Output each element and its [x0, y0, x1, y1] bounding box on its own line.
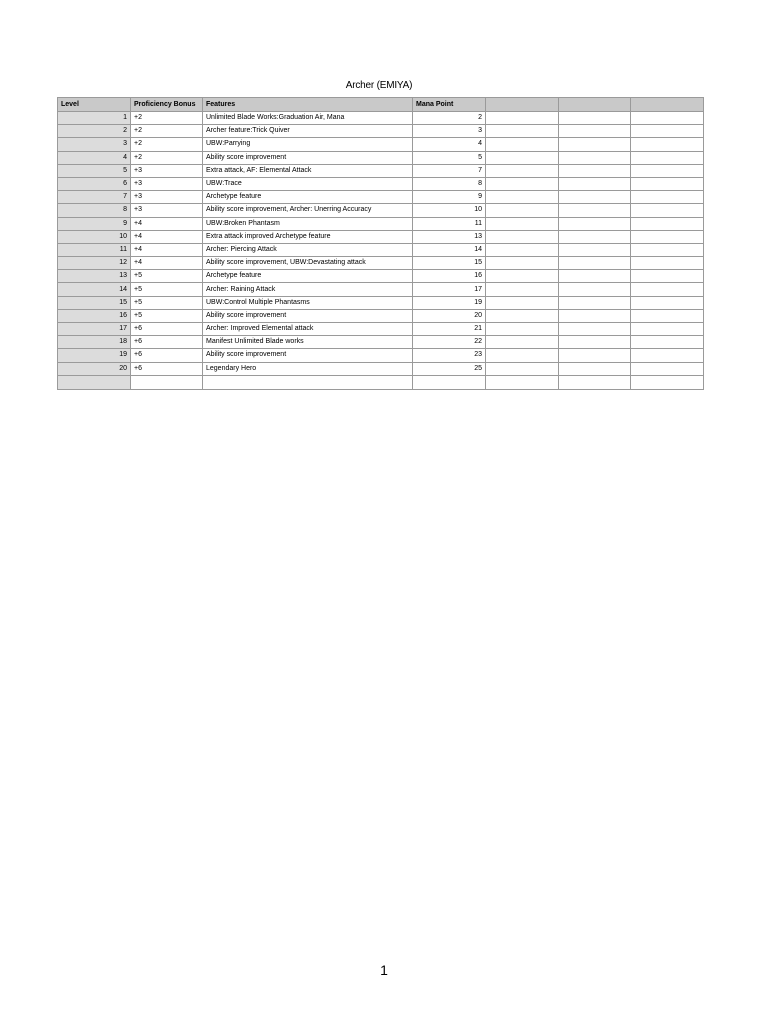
header-empty	[559, 98, 631, 112]
empty-cell	[559, 349, 631, 362]
features-cell: Ability score improvement	[203, 349, 413, 362]
empty-cell	[631, 375, 704, 389]
table-row	[58, 296, 704, 309]
empty-cell	[631, 283, 704, 296]
level-cell: 18	[58, 336, 131, 349]
table-row	[58, 362, 704, 375]
mana-point-cell: 15	[413, 257, 486, 270]
proficiency-bonus-cell: +2	[131, 125, 203, 138]
header-proficiency-bonus: Proficiency Bonus	[131, 98, 203, 112]
level-cell: 12	[58, 257, 131, 270]
proficiency-bonus-cell: +5	[131, 296, 203, 309]
features-cell: Ability score improvement, UBW:Devastating attack	[203, 257, 413, 270]
empty-cell	[631, 296, 704, 309]
empty-cell	[58, 375, 131, 389]
table-row	[58, 164, 704, 177]
proficiency-bonus-cell: +6	[131, 349, 203, 362]
mana-point-cell: 22	[413, 336, 486, 349]
empty-cell	[486, 349, 559, 362]
features-cell: UBW:Broken Phantasm	[203, 217, 413, 230]
empty-cell	[486, 151, 559, 164]
level-cell: 13	[58, 270, 131, 283]
proficiency-bonus-cell: +2	[131, 112, 203, 125]
empty-cell	[413, 375, 486, 389]
empty-cell	[486, 191, 559, 204]
level-cell: 14	[58, 283, 131, 296]
mana-point-cell: 9	[413, 191, 486, 204]
empty-cell	[631, 309, 704, 322]
page-number: 1	[380, 962, 388, 978]
empty-cell	[486, 138, 559, 151]
proficiency-bonus-cell: +5	[131, 283, 203, 296]
proficiency-bonus-cell: +6	[131, 323, 203, 336]
level-cell: 9	[58, 217, 131, 230]
empty-cell	[559, 164, 631, 177]
table-row	[58, 191, 704, 204]
empty-cell	[559, 243, 631, 256]
class-progression-table	[57, 97, 704, 390]
empty-cell	[559, 362, 631, 375]
empty-cell	[486, 362, 559, 375]
document-title: Archer (EMIYA)	[345, 80, 413, 91]
mana-point-cell: 19	[413, 296, 486, 309]
mana-point-cell: 8	[413, 177, 486, 190]
empty-cell	[203, 375, 413, 389]
table-row	[58, 270, 704, 283]
empty-cell	[631, 323, 704, 336]
empty-cell	[559, 204, 631, 217]
empty-cell	[631, 112, 704, 125]
empty-cell	[486, 177, 559, 190]
level-cell: 3	[58, 138, 131, 151]
mana-point-cell: 17	[413, 283, 486, 296]
proficiency-bonus-cell: +3	[131, 177, 203, 190]
empty-cell	[131, 375, 203, 389]
empty-cell	[486, 323, 559, 336]
empty-cell	[559, 112, 631, 125]
features-cell: Archer: Improved Elemental attack	[203, 323, 413, 336]
features-cell: Extra attack, AF: Elemental Attack	[203, 164, 413, 177]
empty-cell	[631, 349, 704, 362]
level-cell: 17	[58, 323, 131, 336]
features-cell: Ability score improvement	[203, 151, 413, 164]
features-cell: Ability score improvement	[203, 309, 413, 322]
features-cell: Unlimited Blade Works:Graduation Air, Mana	[203, 112, 413, 125]
table-row	[58, 336, 704, 349]
mana-point-cell: 25	[413, 362, 486, 375]
features-cell: Extra attack improved Archetype feature	[203, 230, 413, 243]
header-empty	[631, 98, 704, 112]
empty-cell	[559, 296, 631, 309]
empty-cell	[486, 230, 559, 243]
level-cell: 4	[58, 151, 131, 164]
proficiency-bonus-cell: +3	[131, 191, 203, 204]
proficiency-bonus-cell: +5	[131, 309, 203, 322]
mana-point-cell: 5	[413, 151, 486, 164]
empty-cell	[559, 177, 631, 190]
table-row	[58, 217, 704, 230]
empty-cell	[559, 336, 631, 349]
table-row	[58, 349, 704, 362]
features-cell: Legendary Hero	[203, 362, 413, 375]
level-cell: 5	[58, 164, 131, 177]
empty-cell	[486, 204, 559, 217]
empty-cell	[631, 230, 704, 243]
proficiency-bonus-cell: +3	[131, 204, 203, 217]
mana-point-cell: 2	[413, 112, 486, 125]
mana-point-cell: 4	[413, 138, 486, 151]
empty-cell	[631, 191, 704, 204]
empty-cell	[559, 257, 631, 270]
empty-cell	[486, 296, 559, 309]
mana-point-cell: 13	[413, 230, 486, 243]
empty-cell	[559, 138, 631, 151]
proficiency-bonus-cell: +4	[131, 230, 203, 243]
empty-cell	[486, 112, 559, 125]
empty-cell	[631, 151, 704, 164]
level-cell: 15	[58, 296, 131, 309]
empty-cell	[486, 243, 559, 256]
proficiency-bonus-cell: +2	[131, 138, 203, 151]
empty-cell	[486, 375, 559, 389]
level-cell: 8	[58, 204, 131, 217]
features-cell: Archer: Raining Attack	[203, 283, 413, 296]
empty-cell	[631, 336, 704, 349]
empty-cell	[559, 191, 631, 204]
table-row	[58, 257, 704, 270]
empty-cell	[631, 362, 704, 375]
empty-cell	[559, 217, 631, 230]
features-cell: UBW:Parrying	[203, 138, 413, 151]
empty-cell	[486, 125, 559, 138]
empty-cell	[631, 125, 704, 138]
empty-cell	[486, 257, 559, 270]
empty-cell	[559, 283, 631, 296]
table-row	[58, 283, 704, 296]
table-row	[58, 204, 704, 217]
header-empty	[486, 98, 559, 112]
table-row	[58, 138, 704, 151]
table-row	[58, 125, 704, 138]
empty-cell	[486, 283, 559, 296]
level-cell: 20	[58, 362, 131, 375]
empty-cell	[486, 217, 559, 230]
proficiency-bonus-cell: +6	[131, 362, 203, 375]
empty-cell	[559, 375, 631, 389]
proficiency-bonus-cell: +6	[131, 336, 203, 349]
level-cell: 6	[58, 177, 131, 190]
mana-point-cell: 7	[413, 164, 486, 177]
level-cell: 7	[58, 191, 131, 204]
empty-cell	[631, 138, 704, 151]
level-cell: 19	[58, 349, 131, 362]
empty-cell	[631, 217, 704, 230]
empty-cell	[631, 164, 704, 177]
empty-cell	[559, 270, 631, 283]
level-cell: 16	[58, 309, 131, 322]
mana-point-cell: 21	[413, 323, 486, 336]
empty-cell	[631, 243, 704, 256]
empty-cell	[559, 230, 631, 243]
empty-cell	[631, 177, 704, 190]
proficiency-bonus-cell: +4	[131, 217, 203, 230]
table-row	[58, 243, 704, 256]
features-cell: Archetype feature	[203, 270, 413, 283]
features-cell: Manifest Unlimited Blade works	[203, 336, 413, 349]
empty-cell	[559, 151, 631, 164]
empty-cell	[559, 309, 631, 322]
header-features: Features	[203, 98, 413, 112]
proficiency-bonus-cell: +2	[131, 151, 203, 164]
table-row	[58, 151, 704, 164]
empty-row	[58, 375, 704, 389]
proficiency-bonus-cell: +3	[131, 164, 203, 177]
empty-cell	[631, 204, 704, 217]
mana-point-cell: 20	[413, 309, 486, 322]
empty-cell	[486, 164, 559, 177]
mana-point-cell: 10	[413, 204, 486, 217]
table-row	[58, 309, 704, 322]
header-level: Level	[58, 98, 131, 112]
empty-cell	[559, 125, 631, 138]
features-cell: UBW:Trace	[203, 177, 413, 190]
features-cell: Archer: Piercing Attack	[203, 243, 413, 256]
features-cell: Archetype feature	[203, 191, 413, 204]
features-cell: Ability score improvement, Archer: Unerring Accuracy	[203, 204, 413, 217]
empty-cell	[486, 336, 559, 349]
header-row	[58, 98, 704, 112]
mana-point-cell: 14	[413, 243, 486, 256]
empty-cell	[631, 270, 704, 283]
level-cell: 1	[58, 112, 131, 125]
table-row	[58, 230, 704, 243]
proficiency-bonus-cell: +5	[131, 270, 203, 283]
level-cell: 10	[58, 230, 131, 243]
mana-point-cell: 3	[413, 125, 486, 138]
level-cell: 11	[58, 243, 131, 256]
features-cell: UBW:Control Multiple Phantasms	[203, 296, 413, 309]
empty-cell	[631, 257, 704, 270]
proficiency-bonus-cell: +4	[131, 243, 203, 256]
features-cell: Archer feature:Trick Quiver	[203, 125, 413, 138]
table-row	[58, 112, 704, 125]
empty-cell	[486, 270, 559, 283]
mana-point-cell: 11	[413, 217, 486, 230]
table-row	[58, 177, 704, 190]
table-row	[58, 323, 704, 336]
mana-point-cell: 23	[413, 349, 486, 362]
proficiency-bonus-cell: +4	[131, 257, 203, 270]
empty-cell	[559, 323, 631, 336]
mana-point-cell: 16	[413, 270, 486, 283]
header-mana-point: Mana Point	[413, 98, 486, 112]
empty-cell	[486, 309, 559, 322]
level-cell: 2	[58, 125, 131, 138]
